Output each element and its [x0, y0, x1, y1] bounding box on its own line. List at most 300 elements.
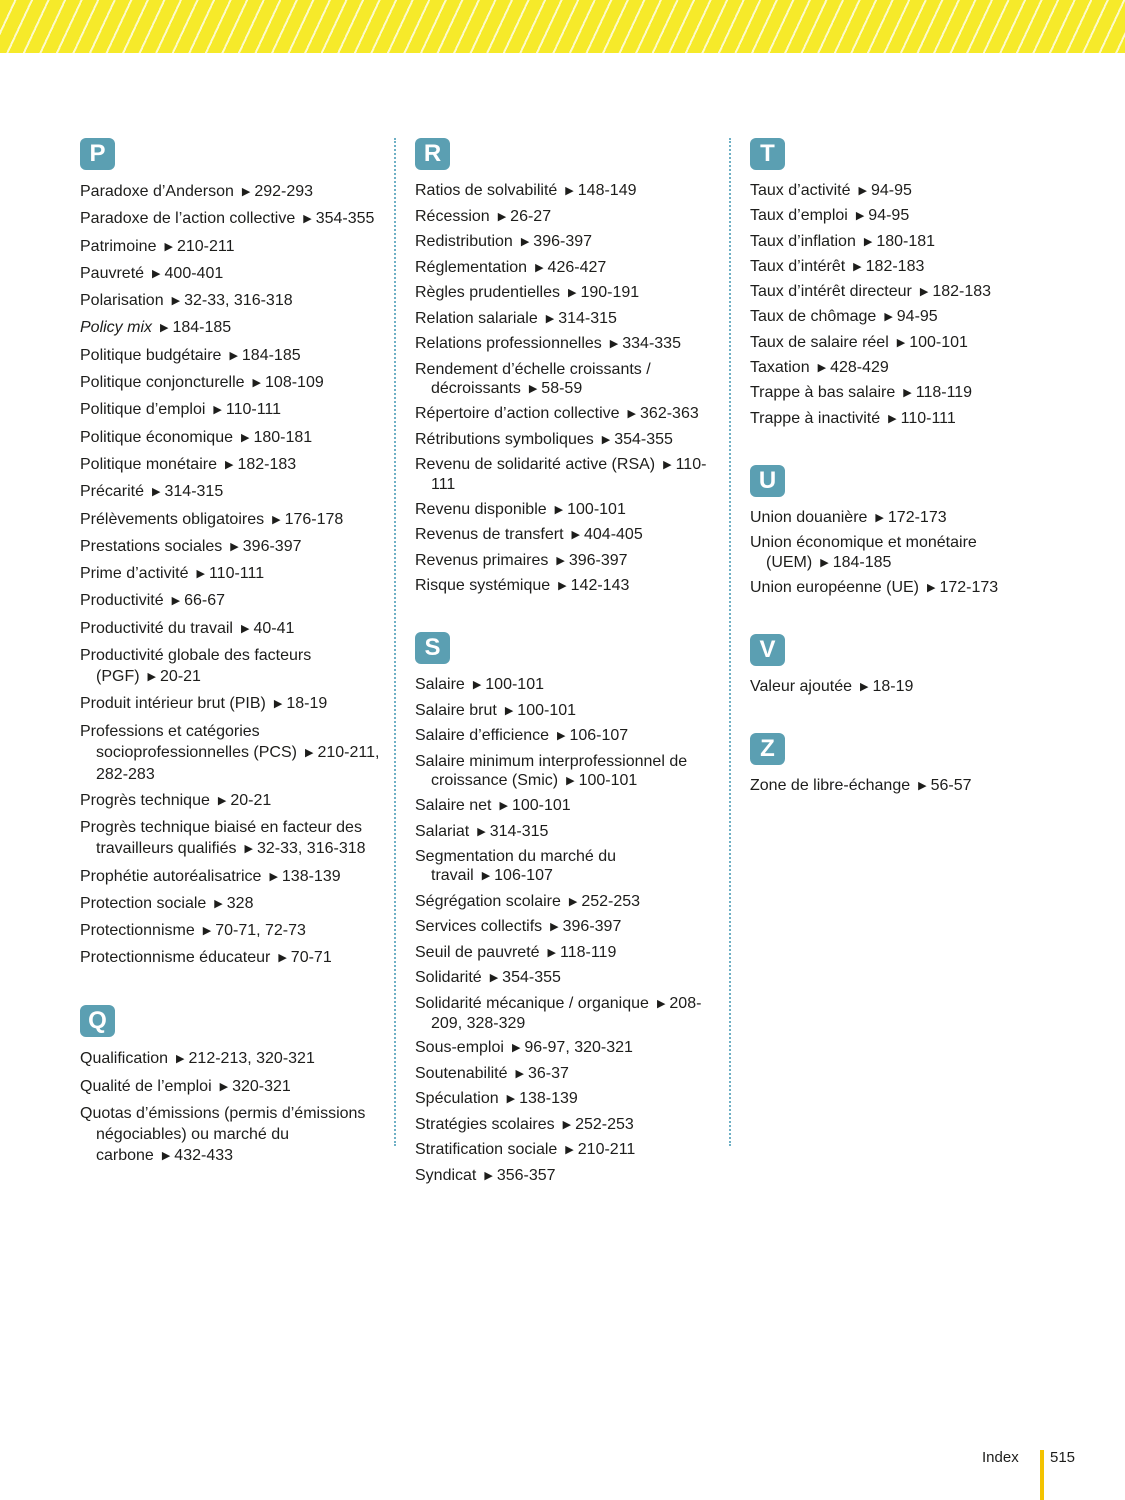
page-reference: 184-185 — [172, 319, 232, 337]
page-ref-arrow-icon: ▶ — [896, 336, 906, 349]
page-reference: 94-95 — [870, 182, 912, 199]
index-term: Protectionnisme — [80, 922, 195, 940]
page-reference: 70-71 — [290, 949, 332, 967]
page-reference: 354-355 — [315, 210, 375, 228]
index-entry — [80, 509, 380, 531]
page-ref-arrow-icon: ▶ — [550, 921, 559, 933]
section-letter-badge: Q — [80, 1005, 115, 1037]
index-entry — [415, 1038, 715, 1058]
page-reference: 100-101 — [578, 771, 638, 789]
page-reference: 180-181 — [253, 428, 313, 446]
page-ref-arrow-icon: ▶ — [499, 800, 508, 812]
index-section — [750, 465, 1050, 599]
index-entry — [80, 866, 380, 888]
page-ref-arrow-icon: ▶ — [817, 362, 827, 375]
page-ref-arrow-icon: ▶ — [241, 186, 251, 198]
index-entry — [415, 576, 715, 596]
index-term: Redistribution — [415, 233, 513, 250]
index-entry — [750, 232, 1050, 252]
page-reference: 354-355 — [502, 969, 561, 986]
page-ref-arrow-icon: ▶ — [567, 287, 577, 299]
index-term: Ségrégation scolaire — [415, 892, 561, 910]
index-entry — [80, 693, 380, 715]
index-entry — [80, 317, 380, 339]
page-ref-arrow-icon: ▶ — [656, 997, 666, 1010]
index-term: Salaire d’efficience — [415, 727, 550, 744]
index-term: Risque systémique — [415, 577, 551, 594]
index-section — [750, 634, 1050, 697]
page-reference: 94-95 — [896, 308, 938, 326]
page-reference: 110-111 — [208, 565, 265, 583]
page-ref-arrow-icon: ▶ — [484, 1169, 493, 1182]
page-ref-arrow-icon: ▶ — [571, 529, 580, 541]
page-reference: 70-71, 72-73 — [215, 922, 306, 940]
page-ref-arrow-icon: ▶ — [566, 774, 575, 787]
index-entry — [750, 358, 1050, 378]
page-reference: 20-21 — [230, 791, 272, 809]
index-entry — [415, 943, 715, 963]
index-term: Taux d’emploi — [750, 207, 848, 225]
index-entry — [415, 309, 715, 329]
page-reference: 428-429 — [830, 359, 889, 377]
page-reference: 40-41 — [253, 619, 295, 637]
index-entry — [80, 236, 380, 258]
page-reference: 314-315 — [164, 483, 224, 501]
index-entry — [80, 290, 380, 312]
page-reference: 106-107 — [494, 867, 553, 884]
page-ref-arrow-icon: ▶ — [202, 925, 212, 938]
index-term: Solidarité — [415, 969, 482, 986]
running-footer-label: Index — [982, 1449, 1019, 1466]
page-ref-arrow-icon: ▶ — [477, 825, 486, 838]
index-entry — [415, 1115, 715, 1135]
page-reference: 32-33, 316-318 — [256, 840, 366, 858]
index-entry — [80, 947, 380, 969]
page-ref-arrow-icon: ▶ — [481, 870, 491, 882]
page-reference: 210-211 — [176, 237, 235, 255]
page-ref-arrow-icon: ▶ — [820, 556, 829, 569]
index-entry — [750, 776, 1050, 796]
section-letter-badge: U — [750, 465, 785, 497]
page-ref-arrow-icon: ▶ — [884, 311, 893, 324]
index-term: Produit intérieur brut (PIB) — [80, 695, 266, 713]
page-ref-arrow-icon: ▶ — [858, 185, 867, 197]
page-ref-arrow-icon: ▶ — [855, 210, 865, 223]
index-term: Productivité globale des facteurs (PGF) — [80, 647, 312, 686]
index-term: Union économique et monétaire (UEM) — [750, 533, 977, 571]
page-reference: 172-173 — [939, 579, 999, 597]
index-term: Segmentation du marché du travail — [415, 848, 617, 884]
index-term: Prélèvements obligatoires — [80, 510, 265, 528]
index-entry — [80, 1076, 380, 1098]
page-reference: 320-321 — [232, 1077, 291, 1095]
index-entry — [750, 677, 1050, 697]
index-entry — [415, 360, 715, 399]
page-ref-arrow-icon: ▶ — [504, 704, 514, 717]
page-ref-arrow-icon: ▶ — [303, 213, 312, 226]
index-entry — [415, 994, 715, 1033]
index-entry — [80, 645, 380, 688]
column-divider — [394, 138, 396, 1146]
page-reference: 182-183 — [865, 257, 925, 275]
index-term: Productivité du travail — [80, 619, 233, 637]
page-ref-arrow-icon: ▶ — [918, 780, 927, 793]
index-entry — [80, 181, 380, 203]
index-entry — [415, 551, 715, 571]
page-ref-arrow-icon: ▶ — [568, 895, 578, 908]
page-reference: 118-119 — [915, 384, 973, 402]
page-reference: 426-427 — [547, 258, 607, 276]
page-ref-arrow-icon: ▶ — [565, 185, 574, 197]
index-term: Rétributions symboliques — [415, 430, 594, 448]
index-term: Union douanière — [750, 508, 868, 526]
page-number: 515 — [1050, 1449, 1076, 1466]
index-term: Seuil de pauvreté — [415, 943, 540, 961]
page-ref-arrow-icon: ▶ — [853, 260, 862, 273]
page-reference: 180-181 — [876, 232, 936, 250]
decorative-header-band — [0, 0, 1125, 53]
page-ref-arrow-icon: ▶ — [860, 681, 869, 694]
index-entry — [415, 1064, 715, 1084]
page-reference: 334-335 — [622, 335, 681, 352]
index-entry — [415, 258, 715, 278]
index-entry — [415, 455, 715, 494]
page-ref-arrow-icon: ▶ — [609, 338, 619, 350]
index-entry — [750, 257, 1050, 277]
index-section — [415, 138, 715, 596]
index-entry — [80, 1103, 380, 1167]
index-term: Salaire minimum interprofessionnel de croissance (Smic) — [415, 752, 688, 789]
page-ref-arrow-icon: ▶ — [269, 870, 278, 883]
index-term: Taux d’intérêt — [750, 257, 846, 275]
page-reference: 396-397 — [568, 551, 628, 569]
page-reference: 396-397 — [533, 233, 593, 250]
index-term: Stratégies scolaires — [415, 1115, 555, 1133]
page-reference: 400-401 — [164, 264, 224, 282]
index-term: Sous-emploi — [415, 1039, 504, 1056]
page-ref-arrow-icon: ▶ — [230, 540, 239, 553]
index-term: Revenus de transfert — [415, 526, 564, 543]
page-reference: 58-59 — [541, 379, 583, 397]
index-entry — [80, 618, 380, 640]
index-term: Prophétie autoréalisatrice — [80, 867, 262, 885]
page-reference: 20-21 — [160, 668, 201, 686]
index-term: Soutenabilité — [415, 1064, 508, 1082]
page-ref-arrow-icon: ▶ — [888, 412, 897, 425]
index-section — [750, 733, 1050, 796]
page-reference: 184-185 — [241, 346, 301, 364]
page-ref-arrow-icon: ▶ — [160, 322, 169, 335]
index-term: Salaire net — [415, 797, 492, 814]
index-entry — [80, 427, 380, 449]
page-ref-arrow-icon: ▶ — [627, 408, 637, 420]
page-ref-arrow-icon: ▶ — [601, 433, 611, 446]
index-entry — [415, 232, 715, 252]
page-ref-arrow-icon: ▶ — [565, 1144, 574, 1156]
page-ref-arrow-icon: ▶ — [304, 746, 314, 759]
index-entry — [415, 847, 715, 886]
page-ref-arrow-icon: ▶ — [219, 1080, 229, 1093]
index-section — [80, 138, 380, 969]
index-entry — [80, 345, 380, 367]
page-reference: 404-405 — [584, 526, 643, 543]
index-term: Progrès technique — [80, 791, 210, 809]
page-ref-arrow-icon: ▶ — [217, 794, 227, 807]
index-term: Stratification sociale — [415, 1141, 558, 1158]
index-term: Revenu de solidarité active (RSA) — [415, 456, 656, 473]
index-term: Taux de chômage — [750, 308, 877, 326]
page-ref-arrow-icon: ▶ — [472, 679, 482, 691]
index-entry — [415, 1089, 715, 1109]
index-term: Relations professionnelles — [415, 335, 602, 352]
index-entry — [415, 283, 715, 303]
page-ref-arrow-icon: ▶ — [515, 1067, 524, 1080]
index-term: Union européenne (UE) — [750, 579, 919, 597]
column-divider — [729, 138, 731, 1146]
index-entry — [415, 430, 715, 450]
index-term: Taux d’intérêt directeur — [750, 283, 912, 301]
page-reference: 184-185 — [832, 553, 892, 571]
page-reference: 176-178 — [284, 510, 344, 528]
index-entry — [415, 822, 715, 842]
index-entry — [750, 206, 1050, 226]
page-ref-arrow-icon: ▶ — [927, 582, 936, 595]
section-letter-badge: R — [415, 138, 450, 170]
index-term: Solidarité mécanique / organique — [415, 994, 649, 1012]
index-term: Progrès technique biaisé en facteur des travailleurs qualifiés — [80, 819, 362, 858]
page-ref-arrow-icon: ▶ — [176, 1053, 185, 1066]
index-section — [80, 1005, 380, 1167]
section-letter-badge: P — [80, 138, 115, 170]
section-letter-badge: V — [750, 634, 785, 666]
index-term: Policy mix — [80, 319, 153, 337]
index-entry — [750, 383, 1050, 403]
page-ref-arrow-icon: ▶ — [252, 377, 262, 390]
index-term: Productivité — [80, 592, 164, 610]
index-section — [415, 632, 715, 1186]
index-term: Polarisation — [80, 292, 164, 310]
page-reference: 100-101 — [517, 701, 577, 719]
index-term: Prime d’activité — [80, 565, 189, 583]
footer-accent-bar — [1040, 1450, 1044, 1500]
index-entry — [80, 263, 380, 285]
index-term: Revenus primaires — [415, 551, 549, 569]
page-reference: 356-357 — [496, 1166, 556, 1184]
index-entry — [415, 892, 715, 912]
index-term: Politique conjoncturelle — [80, 374, 245, 392]
page-ref-arrow-icon: ▶ — [545, 312, 555, 325]
page-ref-arrow-icon: ▶ — [557, 730, 566, 742]
page-ref-arrow-icon: ▶ — [171, 295, 181, 308]
index-term: Salaire brut — [415, 701, 497, 719]
page-ref-arrow-icon: ▶ — [241, 431, 250, 444]
page-reference: 396-397 — [562, 918, 622, 935]
page-ref-arrow-icon: ▶ — [214, 897, 223, 910]
page-reference: 396-397 — [242, 537, 302, 555]
index-term: Répertoire d’action collective — [415, 405, 620, 422]
index-term: Qualité de l’emploi — [80, 1077, 212, 1095]
page-ref-arrow-icon: ▶ — [164, 240, 173, 253]
index-entry — [80, 590, 380, 612]
index-entry — [750, 409, 1050, 429]
page-ref-arrow-icon: ▶ — [244, 843, 253, 856]
page-ref-arrow-icon: ▶ — [489, 972, 499, 984]
page-reference: 172-173 — [887, 508, 947, 526]
page-ref-arrow-icon: ▶ — [903, 387, 912, 400]
index-term: Précarité — [80, 483, 145, 501]
page-ref-arrow-icon: ▶ — [547, 946, 556, 959]
page-reference: 100-101 — [485, 676, 544, 693]
page-reference: 66-67 — [184, 592, 225, 610]
index-entry — [415, 1166, 715, 1186]
index-entry — [750, 307, 1050, 327]
page-reference: 362-363 — [640, 405, 699, 422]
page-reference: 94-95 — [868, 207, 910, 225]
index-term: Ratios de solvabilité — [415, 182, 558, 199]
section-letter-badge: Z — [750, 733, 785, 765]
index-term: Taux de salaire réel — [750, 333, 889, 351]
page-ref-arrow-icon: ▶ — [520, 236, 530, 248]
index-term: Protection sociale — [80, 894, 207, 912]
page-reference: 252-253 — [575, 1115, 634, 1133]
index-entry — [750, 333, 1050, 353]
page-ref-arrow-icon: ▶ — [919, 286, 929, 299]
index-section — [750, 138, 1050, 429]
index-column-1 — [80, 138, 380, 1203]
index-entry — [80, 399, 380, 421]
page-reference: 314-315 — [558, 309, 617, 327]
index-entry — [415, 404, 715, 424]
index-entry — [415, 1140, 715, 1160]
page-ref-arrow-icon: ▶ — [152, 267, 161, 280]
index-entry — [80, 790, 380, 812]
page-ref-arrow-icon: ▶ — [147, 671, 157, 684]
page-ref-arrow-icon: ▶ — [863, 235, 873, 248]
page-reference: 432-433 — [174, 1147, 234, 1165]
section-letter-badge: T — [750, 138, 785, 170]
page-reference: 328 — [226, 894, 254, 912]
page-ref-arrow-icon: ▶ — [554, 503, 564, 516]
index-entry — [750, 181, 1050, 201]
page-reference: 354-355 — [614, 430, 673, 448]
page-ref-arrow-icon: ▶ — [224, 458, 234, 471]
index-term: Pauvreté — [80, 264, 145, 282]
index-entry — [80, 454, 380, 476]
page-reference: 110-111 — [900, 409, 956, 427]
index-term: Taxation — [750, 359, 810, 377]
index-term: Paradoxe de l’action collective — [80, 210, 296, 228]
page-ref-arrow-icon: ▶ — [562, 1118, 572, 1131]
index-entry — [415, 207, 715, 227]
index-term: Taux d’inflation — [750, 232, 856, 250]
page-ref-arrow-icon: ▶ — [196, 568, 205, 581]
index-entry — [80, 721, 380, 785]
section-letter-badge: S — [415, 632, 450, 664]
page-reference: 210-211, 282-283 — [96, 743, 380, 783]
page-reference: 100-101 — [567, 500, 626, 518]
index-entry — [415, 525, 715, 545]
page-ref-arrow-icon: ▶ — [152, 486, 161, 499]
page-ref-arrow-icon: ▶ — [161, 1150, 171, 1163]
index-term: Services collectifs — [415, 918, 543, 935]
page-reference: 56-57 — [930, 777, 972, 795]
page-reference: 182-183 — [237, 455, 297, 473]
index-entry — [750, 533, 1050, 573]
page-ref-arrow-icon: ▶ — [556, 554, 565, 567]
page-reference: 100-101 — [909, 333, 968, 351]
page-reference: 18-19 — [872, 678, 914, 696]
page-reference: 18-19 — [286, 695, 328, 713]
page-ref-arrow-icon: ▶ — [213, 404, 222, 417]
page-reference: 110-111 — [431, 456, 707, 493]
index-entry — [80, 893, 380, 915]
index-column-3 — [750, 138, 1050, 832]
page-reference: 208-209, 328-329 — [431, 994, 702, 1032]
index-term: Réglementation — [415, 258, 528, 276]
index-entry — [415, 752, 715, 791]
index-entry — [750, 282, 1050, 302]
index-entry — [80, 481, 380, 503]
index-term: Taux d’activité — [750, 182, 851, 199]
index-term: Salariat — [415, 822, 470, 840]
page-ref-arrow-icon: ▶ — [240, 622, 250, 635]
index-entry — [415, 500, 715, 520]
index-term: Paradoxe d’Anderson — [80, 183, 234, 200]
index-term: Rendement d’échelle croissants / décroissants — [415, 360, 651, 397]
index-entry — [415, 796, 715, 816]
page-reference: 210-211 — [577, 1141, 636, 1158]
index-entry — [750, 508, 1050, 528]
page-reference: 252-253 — [581, 892, 641, 910]
page-reference: 182-183 — [932, 283, 992, 301]
index-term: Valeur ajoutée — [750, 678, 852, 696]
index-term: Trappe à bas salaire — [750, 384, 896, 402]
index-entry — [80, 1048, 380, 1070]
page-reference: 190-191 — [580, 284, 640, 301]
index-term: Qualification — [80, 1050, 169, 1068]
index-entry — [80, 208, 380, 230]
page-ref-arrow-icon: ▶ — [273, 698, 283, 711]
page-reference: 100-101 — [511, 797, 571, 814]
page-reference: 138-139 — [281, 867, 341, 885]
index-term: Politique budgétaire — [80, 346, 222, 364]
index-term: Salaire — [415, 676, 465, 693]
page-reference: 138-139 — [519, 1090, 578, 1107]
index-term: Syndicat — [415, 1166, 477, 1184]
page-reference: 32-33, 316-318 — [184, 292, 293, 310]
page-reference: 314-315 — [489, 822, 549, 840]
index-entry — [750, 578, 1050, 598]
index-term: Politique monétaire — [80, 455, 217, 473]
page-reference: 118-119 — [560, 943, 617, 961]
page-ref-arrow-icon: ▶ — [278, 952, 287, 965]
page-reference: 142-143 — [570, 577, 630, 594]
index-term: Politique économique — [80, 428, 233, 446]
index-term: Zone de libre-échange — [750, 777, 911, 795]
index-entry — [80, 536, 380, 558]
index-term: Patrimoine — [80, 237, 157, 255]
index-term: Règles prudentielles — [415, 284, 560, 301]
index-term: Revenu disponible — [415, 500, 547, 518]
index-entry — [415, 675, 715, 695]
index-term: Quotas d’émissions (permis d’émissions négociables) ou marché du carbone — [80, 1105, 366, 1165]
index-entry — [415, 968, 715, 988]
index-term: Politique d’emploi — [80, 401, 206, 419]
page-ref-arrow-icon: ▶ — [497, 210, 507, 223]
page-reference: 96-97, 320-321 — [524, 1039, 633, 1056]
page-reference: 36-37 — [527, 1064, 569, 1082]
page-ref-arrow-icon: ▶ — [528, 382, 538, 395]
